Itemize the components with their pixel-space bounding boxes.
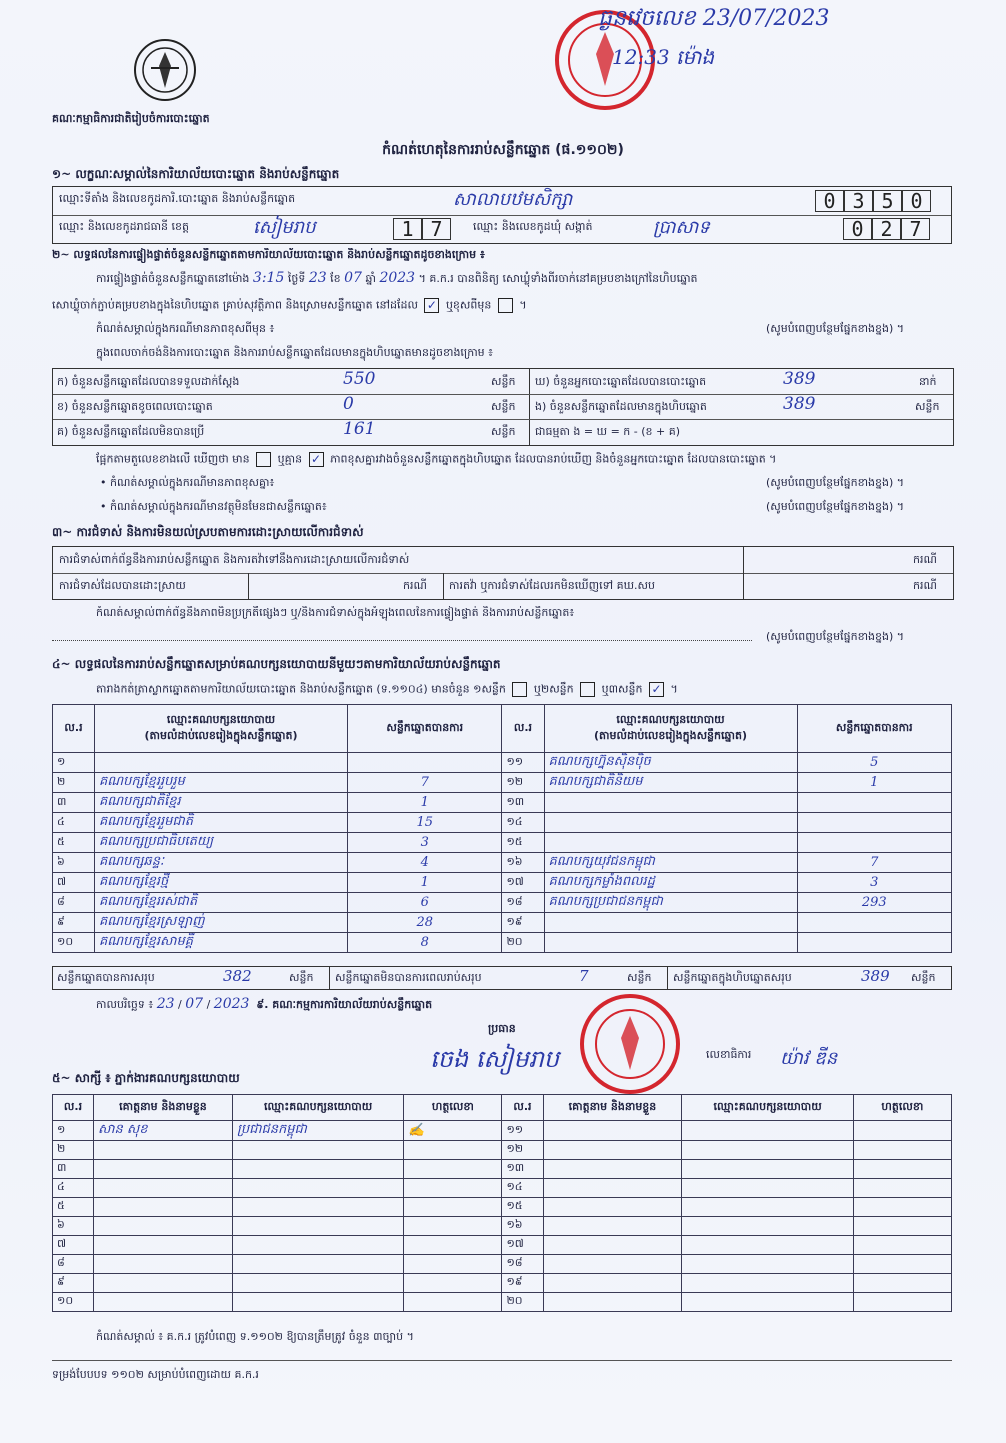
witness-party <box>232 1160 403 1179</box>
row-number: ៧ <box>53 1236 94 1255</box>
row-number: ១៤ <box>502 813 544 833</box>
row-number: ៩ <box>53 913 95 933</box>
table-row <box>53 1217 952 1236</box>
empty-cell <box>853 1217 951 1236</box>
total-valid-value: 382 <box>223 967 252 985</box>
witness-sign <box>404 1198 502 1217</box>
row-number: ២ <box>53 1141 94 1160</box>
nec-emblem-icon <box>133 38 197 102</box>
witness-party <box>232 1141 403 1160</box>
verify-time: 3:15 <box>252 270 285 286</box>
table-row <box>53 1255 952 1274</box>
empty-cell <box>543 1217 682 1236</box>
code-digit: 0 <box>902 190 931 212</box>
witness-party <box>232 1217 403 1236</box>
row-number: ១៧ <box>502 1236 543 1255</box>
witness-sign <box>404 1236 502 1255</box>
vote-count: 1 <box>348 873 502 893</box>
unused-label: គ) ចំនួនសន្លឹកឆ្នោតដែលមិនបានប្រើ <box>57 425 205 438</box>
table-row <box>53 1121 952 1141</box>
witness-name <box>94 1236 233 1255</box>
row-number: ១៤ <box>502 1179 543 1198</box>
row-number: ២០ <box>502 933 544 953</box>
section3-title: ៣~ ការជំទាស់ និងការមិនយល់ស្របតាមការដោះស្រាយលើការជំទាស់ <box>52 525 364 539</box>
witness-party <box>232 1198 403 1217</box>
total-box-label: សន្លឹកឆ្នោតក្នុងហិបឆ្នោតសរុប <box>673 971 792 984</box>
witness-party <box>232 1255 403 1274</box>
empty-cell <box>853 1179 951 1198</box>
date-month: 07 <box>185 996 204 1012</box>
verify-day: 23 <box>308 270 327 286</box>
witness-name <box>94 1293 233 1312</box>
table-row <box>53 793 952 813</box>
month-label: ខែ <box>330 272 341 285</box>
committee-label: ៩. គណៈកម្មការការិយាល័យរាប់សន្លឹកឆ្នោត <box>256 998 433 1011</box>
empty-cell <box>853 1274 951 1293</box>
col-party-text: ឈ្មោះគណបក្សនយោបាយ <box>616 712 725 726</box>
vote-count: 4 <box>348 853 502 873</box>
row-number: ១២ <box>502 1141 543 1160</box>
foreign-object-label: • កំណត់សម្គាល់ក្នុងករណីមានវត្ថុមិនមែនជាសន្លឹកឆ្នោត៖ <box>100 500 327 513</box>
row-number: ៨ <box>53 1255 94 1274</box>
col-no: ល.រ <box>53 1095 94 1121</box>
case-label: ករណី <box>913 579 937 592</box>
party-name <box>544 813 797 833</box>
row-number: ១៨ <box>502 1255 543 1274</box>
witness-sign <box>404 1141 502 1160</box>
vote-count <box>797 933 952 953</box>
table-row <box>53 833 952 853</box>
vote-count: 7 <box>797 853 952 873</box>
three-sheets-label: ឬ៣សន្លឹក <box>601 682 643 696</box>
formula: ជាធម្មតា ង = ឃ = ក - (ខ + គ) <box>535 425 680 438</box>
section2-title: ២~ លទ្ធផលនៃការផ្ទៀងផ្ទាត់ចំនួនសន្លឹកឆ្នោតតាមការិយាល័យបោះឆ្នោត និងរាប់សន្លឹកឆ្នោតដូចខាងក្រោម ៖ <box>52 248 485 261</box>
unit-label: សន្លឹក <box>627 971 652 984</box>
table-row <box>53 1160 952 1179</box>
chair-signature: ចេង សៀមរាប <box>430 1045 560 1073</box>
objection-box <box>52 546 954 600</box>
vote-count: 1 <box>348 793 502 813</box>
fill-back-note: (សូមបំពេញបន្ថែមផ្នែកខាងខ្នង) ។ <box>766 476 905 489</box>
irregularity-note: កំណត់សម្គាល់ពាក់ព័ន្ធនឹងភាពមិនប្រក្រតីផ្សេងៗ ឬ/និងការជំទាស់ក្នុងអំឡុងពេលនៃការផ្ទៀងផ្ទាត់ និងការរាប់សន្លឹកឆ្នោត៖ <box>96 606 575 619</box>
diff-line <box>96 452 776 469</box>
code-digit: 0 <box>843 218 872 240</box>
table-row <box>53 1179 952 1198</box>
col-party: ឈ្មោះគណបក្សនយោបាយ <box>682 1095 853 1121</box>
one-sheet-checkbox[interactable] <box>512 682 527 697</box>
note-diff-line <box>96 322 796 338</box>
org-name: គណៈកម្មាធិការជាតិរៀបចំការបោះឆ្នោត <box>52 112 210 125</box>
row-number: ១៦ <box>502 1217 543 1236</box>
vote-count <box>348 753 502 773</box>
empty-cell <box>543 1255 682 1274</box>
verify-year: 2023 <box>379 270 416 286</box>
code-digit: 7 <box>901 218 930 240</box>
in-box-value: 389 <box>783 394 816 414</box>
empty-cell <box>543 1179 682 1198</box>
witness-party <box>232 1179 403 1198</box>
party-name: គណបក្សខ្មែររួបរួម <box>95 773 348 793</box>
voters-value: 389 <box>783 369 816 389</box>
objection-label: ការជំទាស់ពាក់ព័ន្ធនឹងការរាប់សន្លឹកឆ្នោត និងការតវ៉ាទៅនឹងការដោះស្រាយលើការជំទាស់ <box>59 553 410 566</box>
unit-label: សន្លឹក <box>491 375 516 388</box>
total-valid-label: សន្លឹកឆ្នោតបានការសរុប <box>57 971 155 984</box>
party-name: គណបក្សហ្វ៊ុនស៊ិនប៉ិច <box>544 753 797 773</box>
code-digit: 2 <box>872 218 901 240</box>
official-stamp-icon <box>565 992 695 1096</box>
total-box-value: 389 <box>861 967 890 985</box>
province-label: ឈ្មោះ និងលេខកូដរាជធានី ខេត្ត <box>59 220 189 233</box>
year-label: ឆ្នាំ <box>365 272 376 285</box>
vote-count: 5 <box>797 753 952 773</box>
row-number: ៥ <box>53 833 95 853</box>
province-code <box>393 218 451 240</box>
row-number: ១ <box>53 1121 94 1141</box>
party-name: គណបក្សខ្មែររស់ជាតិ <box>95 893 348 913</box>
table-row <box>53 1141 952 1160</box>
table-row <box>53 873 952 893</box>
fill-back-note: (សូមបំពេញបន្ថែមផ្នែកខាងខ្នង) ។ <box>766 630 905 643</box>
received-time: 12:33 ម៉ោង <box>612 45 715 69</box>
witness-name <box>94 1141 233 1160</box>
empty-cell <box>543 1121 682 1141</box>
row-number: ១៩ <box>502 913 544 933</box>
two-sheets-label: ឬ២សន្លឹក <box>533 682 574 696</box>
voters-label: ឃ) ចំនួនអ្នកបោះឆ្នោតដែលបានបោះឆ្នោត <box>535 375 707 388</box>
col-party <box>95 705 348 753</box>
totals-row <box>52 966 952 990</box>
date-line: កាលបរិច្ឆេទ ៖ 23 / 07 / 2023 ៩. គណៈកម្មការការិយាល័យរាប់សន្លឹកឆ្នោត <box>96 996 433 1012</box>
vote-count: 6 <box>348 893 502 913</box>
party-name: គណបក្សជាតិខ្មែរ <box>95 793 348 813</box>
row-number: ៩ <box>53 1274 94 1293</box>
vote-count: 3 <box>348 833 502 853</box>
vote-count: 7 <box>348 773 502 793</box>
total-invalid-label: សន្លឹកឆ្នោតមិនបានការពេលរាប់សរុប <box>335 971 482 984</box>
party-name: គណបក្សខ្មែរថ្មី <box>95 873 348 893</box>
party-name: គណបក្សកម្លាំងពលរដ្ឋ <box>544 873 797 893</box>
spoiled-value: 0 <box>343 394 354 414</box>
empty-cell <box>682 1255 853 1274</box>
code-digit: 0 <box>815 190 844 212</box>
unit-label: សន្លឹក <box>915 400 940 413</box>
row-number: ៨ <box>53 893 95 913</box>
empty-cell <box>682 1198 853 1217</box>
col-no: ល.រ <box>53 705 95 753</box>
commune-code <box>843 218 930 240</box>
table-row <box>53 1198 952 1217</box>
vote-count: 8 <box>348 933 502 953</box>
empty-cell <box>543 1198 682 1217</box>
col-party <box>544 705 797 753</box>
table-row <box>53 813 952 833</box>
row-number: ១១ <box>502 1121 543 1141</box>
col-name: គោត្តនាម និងនាមខ្លួន <box>543 1095 682 1121</box>
persons-unit: នាក់ <box>919 375 937 388</box>
col-sign: ហត្ថលេខា <box>853 1095 951 1121</box>
location-label: ឈ្មោះទីតាំង និងលេខកូដការិ.បោះឆ្នោត និងរាប់សន្លឹកឆ្នោត <box>59 192 296 205</box>
party-name: គណបក្សឆន្ទៈ <box>95 853 348 873</box>
party-name <box>95 753 348 773</box>
row-number: ៧ <box>53 873 95 893</box>
row-number: ១០ <box>53 1293 94 1312</box>
province-value: សៀមរាប <box>253 217 316 238</box>
party-name <box>544 833 797 853</box>
row-number: ១២ <box>502 773 544 793</box>
form-footer: ទម្រង់បែបបទ ១១០២ សម្រាប់បំពេញដោយ គ.ក.រ <box>52 1368 259 1381</box>
witness-name: សាន សុខ <box>94 1121 233 1141</box>
unit-label: សន្លឹក <box>491 425 516 438</box>
row-number: ៦ <box>53 853 95 873</box>
three-sheets-checkbox[interactable]: ✓ <box>649 682 664 697</box>
empty-cell <box>682 1293 853 1312</box>
witness-table <box>52 1094 952 1312</box>
date-label: កាលបរិច្ឆេទ ៖ <box>96 998 154 1011</box>
date-day: 23 <box>156 996 175 1012</box>
code-digit: 3 <box>844 190 873 212</box>
commune-label: ឈ្មោះ និងលេខកូដឃុំ សង្កាត់ <box>473 220 593 233</box>
empty-cell <box>543 1160 682 1179</box>
empty-cell <box>682 1121 853 1141</box>
witness-party: ប្រជាជនកម្ពុជា <box>232 1121 403 1141</box>
verify-month: 07 <box>344 270 362 286</box>
received-note: ធ្ងនវេចលេខ 23/07/2023 <box>598 6 830 31</box>
row-number: ១៣ <box>502 1160 543 1179</box>
empty-cell <box>682 1160 853 1179</box>
row-number: ៣ <box>53 1160 94 1179</box>
same-checkbox[interactable]: ✓ <box>424 298 439 313</box>
empty-cell <box>853 1198 951 1217</box>
empty-cell <box>853 1121 951 1141</box>
witness-name <box>94 1160 233 1179</box>
witness-name <box>94 1179 233 1198</box>
location-code <box>815 190 931 212</box>
row-number: ១៩ <box>502 1274 543 1293</box>
witness-sign <box>404 1217 502 1236</box>
witness-sign <box>404 1160 502 1179</box>
different-label: ឬខុសពីមុន <box>445 298 492 312</box>
row-number: ១១ <box>502 753 544 773</box>
empty-cell <box>853 1236 951 1255</box>
table-row <box>53 1274 952 1293</box>
row-number: ៥ <box>53 1198 94 1217</box>
row-number: ៣ <box>53 793 95 813</box>
diff-note-label: • កំណត់សម្គាល់ក្នុងករណីមានភាពខុសគ្នា៖ <box>100 476 275 489</box>
diff-text: ផ្អែកតាមតួលេខខាងលើ ឃើញថា មាន <box>96 452 250 466</box>
party-name <box>544 913 797 933</box>
witness-sign: ✍ <box>404 1121 502 1141</box>
party-name: គណបក្សជាតិនិយម <box>544 773 797 793</box>
witness-name <box>94 1198 233 1217</box>
fill-back-note: (សូមបំពេញបន្ថែមផ្នែកខាងខ្នង) ។ <box>766 500 905 513</box>
has-diff-checkbox[interactable] <box>256 452 271 467</box>
party-name: គណបក្សប្រជាជនកម្ពុជា <box>544 893 797 913</box>
witness-sign <box>404 1255 502 1274</box>
unit-label: សន្លឹក <box>911 971 936 984</box>
table-row <box>53 933 952 953</box>
witness-name <box>94 1217 233 1236</box>
party-name: គណបក្សប្រជាធិបតេយ្យ <box>95 833 348 853</box>
vote-count: 28 <box>348 913 502 933</box>
row-number: ១៨ <box>502 893 544 913</box>
sheet-count-line: តារាងកត់ត្រាស្លាកឆ្នោតតាមការិយាល័យបោះឆ្នោត និងរាប់សន្លឹកឆ្នោត (ទ.១១០៤) មានចំនួន ១សន្លឹក ឬ២សន្លឹក ឬ៣សន្លឹក ✓ ។ <box>96 682 678 696</box>
witness-name <box>94 1274 233 1293</box>
table-row <box>53 853 952 873</box>
vote-count: 293 <box>797 893 952 913</box>
empty-cell <box>682 1236 853 1255</box>
vote-count <box>797 813 952 833</box>
lock-line: សោឃ្លុំចាក់ភ្ជាប់គម្របខាងក្នុងនៃហិបឆ្នោត គ្រាប់សុវត្ថិភាព និងស្រោមសន្លឹកឆ្នោត នៅដដែល ✓ ឬខុសពីមុន ។ <box>52 298 527 312</box>
vote-count: 3 <box>797 873 952 893</box>
col-party-sub: (តាមលំដាប់លេខរៀងក្នុងសន្លឹកឆ្នោត) <box>144 728 298 742</box>
empty-cell <box>853 1293 951 1312</box>
verify-text: ការផ្ទៀងផ្ទាត់ចំនួនសន្លឹកឆ្នោតនៅម៉ោង <box>96 272 250 285</box>
row-number: ១៧ <box>502 873 544 893</box>
no-diff-checkbox[interactable]: ✓ <box>309 452 324 467</box>
date-year: 2023 <box>213 996 250 1012</box>
party-name: គណបក្សខ្មែរស្រឡាញ់ <box>95 913 348 933</box>
vote-count <box>797 833 952 853</box>
row-number: ១០ <box>53 933 95 953</box>
table-row <box>53 913 952 933</box>
spoiled-label: ខ) ចំនួនសន្លឹកឆ្នោតខូចពេលបោះឆ្នោត <box>57 400 213 413</box>
vote-count: 1 <box>797 773 952 793</box>
empty-cell <box>682 1274 853 1293</box>
table-row <box>53 773 952 793</box>
form-title: កំណត់ហេតុនៃការរាប់សន្លឹកឆ្នោត (ផ.១១០២) <box>382 142 624 158</box>
empty-cell <box>543 1236 682 1255</box>
code-digit: 7 <box>422 218 451 240</box>
empty-cell <box>853 1160 951 1179</box>
diff-text-rest: ភាពខុសគ្នារវាងចំនួនសន្លឹកឆ្នោតក្នុងហិបឆ្នោត ដែលបានរាប់ឃើញ និងចំនួនអ្នកបោះឆ្នោត ដែលបានបោះឆ្នោត ។ <box>330 452 777 466</box>
empty-cell <box>543 1274 682 1293</box>
footer-note: កំណត់សម្គាល់ ៖ គ.ក.រ ត្រូវបំពេញ ទ.១១០២ ឱ្យបានត្រឹមត្រូវ ចំនួន ៣ច្បាប់ ។ <box>96 1330 414 1343</box>
row-number: ២០ <box>502 1293 543 1312</box>
row-number: ៤ <box>53 1179 94 1198</box>
col-votes: សន្លឹកឆ្នោតបានការ <box>348 705 502 753</box>
col-party: ឈ្មោះគណបក្សនយោបាយ <box>232 1095 403 1121</box>
col-sign: ហត្ថលេខា <box>404 1095 502 1121</box>
party-results-table <box>52 704 952 953</box>
row-number: ២ <box>53 773 95 793</box>
two-sheets-checkbox[interactable] <box>580 682 595 697</box>
lock-text: សោឃ្លុំចាក់ភ្ជាប់គម្របខាងក្នុងនៃហិបឆ្នោត គ្រាប់សុវត្ថិភាព និងស្រោមសន្លឹកឆ្នោត នៅដដែល <box>52 298 418 312</box>
fill-back-note: (សូមបំពេញបន្ថែមផ្នែកខាងខ្នង) ។ <box>766 322 905 335</box>
witness-party <box>232 1274 403 1293</box>
col-votes: សន្លឹកឆ្នោតបានការ <box>797 705 952 753</box>
verify-line <box>96 270 698 288</box>
empty-cell <box>543 1141 682 1160</box>
total-invalid-value: 7 <box>579 967 589 985</box>
section4-title: ៤~ លទ្ធផលនៃការរាប់សន្លឹកឆ្នោតសម្រាប់គណបក្សនយោបាយនីមួយៗតាមការិយាល័យរាប់សន្លឹកឆ្នោត <box>52 657 501 671</box>
different-checkbox[interactable] <box>498 298 513 313</box>
table-row <box>53 893 952 913</box>
case-label: ករណី <box>403 579 427 592</box>
code-digit: 1 <box>393 218 422 240</box>
party-name <box>544 793 797 813</box>
row-number: ៦ <box>53 1217 94 1236</box>
no-diff-label: ឬគ្មាន <box>277 452 303 466</box>
case-label: ករណី <box>913 553 937 566</box>
row-number: ១៦ <box>502 853 544 873</box>
empty-cell <box>682 1141 853 1160</box>
section1-box <box>52 186 952 244</box>
witness-sign <box>404 1179 502 1198</box>
col-party-text: ឈ្មោះគណបក្សនយោបាយ <box>166 712 276 726</box>
commune-value: ប្រាសាទ <box>653 217 710 238</box>
witness-sign <box>404 1274 502 1293</box>
col-no: ល.រ <box>502 1095 543 1121</box>
empty-cell <box>853 1255 951 1274</box>
resolved-label: ការជំទាស់ដែលបានដោះស្រាយ <box>59 579 186 592</box>
row-number: ១ <box>53 753 95 773</box>
empty-cell <box>543 1293 682 1312</box>
section1-title: ១~ លក្ខណៈសម្គាល់នៃការិយាល័យបោះឆ្នោត និងរាប់សន្លឹកឆ្នោត <box>52 167 340 181</box>
secretary-signature: យ៉ាវ ឌីន <box>780 1048 838 1069</box>
party-name: គណបក្សខ្មែររួមជាតិ <box>95 813 348 833</box>
vote-count <box>797 913 952 933</box>
chair-label: ប្រធាន <box>488 1022 516 1035</box>
section5-title: ៥~ សាក្សី ៖ ភ្នាក់ងារគណបក្សនយោបាយ <box>52 1071 240 1085</box>
count-intro: ក្នុងពេលចាក់ចង់និងការបោះឆ្នោត និងការរាប់សន្លឹកឆ្នោតដែលមានក្នុងហិបឆ្នោតមានដូចខាងក្រោម ៖ <box>96 346 493 359</box>
vote-count <box>797 793 952 813</box>
secretary-label: លេខាធិការ <box>706 1048 752 1061</box>
table-row <box>53 1236 952 1255</box>
appeal-label: ការតវ៉ា ឬការជំទាស់ដែលរកមិនឃើញទៅ គឃ.សប <box>449 579 655 592</box>
table-row <box>53 1293 952 1312</box>
table-row <box>53 753 952 773</box>
code-digit: 5 <box>873 190 902 212</box>
row-number: ១៥ <box>502 1198 543 1217</box>
row-number: ៤ <box>53 813 95 833</box>
party-name <box>544 933 797 953</box>
location-value: សាលាបឋមសិក្សា <box>453 189 573 210</box>
witness-sign <box>404 1293 502 1312</box>
sheet-count-text: តារាងកត់ត្រាស្លាកឆ្នោតតាមការិយាល័យបោះឆ្នោត និងរាប់សន្លឹកឆ្នោត (ទ.១១០៤) មានចំនួន ១សន្លឹក <box>96 682 506 696</box>
unit-label: សន្លឹក <box>491 400 516 413</box>
witness-name <box>94 1255 233 1274</box>
col-party-sub: (តាមលំដាប់លេខរៀងក្នុងសន្លឹកឆ្នោត) <box>594 728 747 742</box>
unused-value: 161 <box>343 419 376 439</box>
note-diff-label: កំណត់សម្គាល់ក្នុងករណីមានភាពខុសពីមុន ៖ <box>96 322 275 335</box>
witness-party <box>232 1293 403 1312</box>
vote-count: 15 <box>348 813 502 833</box>
witness-party <box>232 1236 403 1255</box>
in-box-label: ង) ចំនួនសន្លឹកឆ្នោតដែលមានក្នុងហិបឆ្នោត <box>535 400 707 413</box>
verify-text-rest: ។ គ.ក.រ បានពិនិត្យ សោឃ្លុំទាំងពីរចាក់នៅគម្របខាងក្រៅនៃហិបឆ្នោត <box>418 272 698 285</box>
party-name: គណបក្សខ្មែរសាមគ្គី <box>95 933 348 953</box>
col-name: គោត្តនាម និងនាមខ្លួន <box>94 1095 233 1121</box>
empty-cell <box>853 1141 951 1160</box>
day-label: ថ្ងៃទី <box>287 272 306 285</box>
empty-cell <box>682 1217 853 1236</box>
empty-cell <box>682 1179 853 1198</box>
col-no: ល.រ <box>502 705 544 753</box>
unit-label: សន្លឹក <box>289 971 314 984</box>
received-label: ក) ចំនួនសន្លឹកឆ្នោតដែលបានទទួលដាក់ស្ដែង <box>57 375 240 388</box>
row-number: ១៣ <box>502 793 544 813</box>
row-number: ១៥ <box>502 833 544 853</box>
received-value: 550 <box>343 369 376 389</box>
count-box <box>52 368 954 446</box>
party-name: គណបក្សយុវជនកម្ពុជា <box>544 853 797 873</box>
